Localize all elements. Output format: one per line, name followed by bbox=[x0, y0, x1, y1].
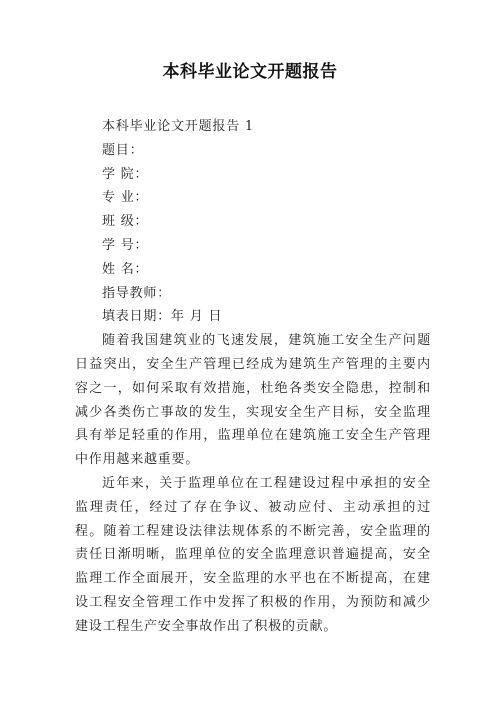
body-paragraph-1: 随着我国建筑业的飞速发展，建筑施工安全生产问题日益突出，安全生产管理已经成为建筑生产管理的主要内容之一，如何采取有效措施，杜绝各类安全隐患，控制和减少各类伤亡事故的发生，实现安全生产目标，安全监理具有举足轻重的作用，监理单位在建筑施工安全生产管理中作用越来越重要。 bbox=[75, 333, 431, 468]
document-body bbox=[75, 115, 431, 639]
report-subtitle: 本科毕业论文开题报告 1 bbox=[102, 119, 255, 134]
field-name: 姓 名： bbox=[102, 261, 149, 277]
field-college: 学 院： bbox=[102, 166, 149, 182]
field-topic: 题目： bbox=[102, 142, 144, 158]
field-student-id: 学 号： bbox=[102, 237, 149, 253]
document-title: 本科毕业论文开题报告 bbox=[162, 62, 338, 82]
field-advisor: 指导教师： bbox=[102, 285, 172, 301]
body-paragraph-2: 近年来，关于监理单位在工程建设过程中承担的安全监理责任，经过了存在争议、被动应付、主动承担的过程。随着工程建设法律法规体系的不断完善，安全监理的责任日渐明晰，监理单位的安全监理意识普遍提高，安全监理工作全面展开，安全监理的水平也在不断提高，在建设工程安全管理工作中发挥了积极的作用，为预防和减少建设工程生产安全事故作出了积极的贡献。 bbox=[75, 475, 431, 634]
field-class: 班 级： bbox=[102, 214, 149, 230]
field-major: 专 业： bbox=[102, 190, 149, 206]
field-date: 填表日期：年 月 日 bbox=[102, 309, 223, 325]
